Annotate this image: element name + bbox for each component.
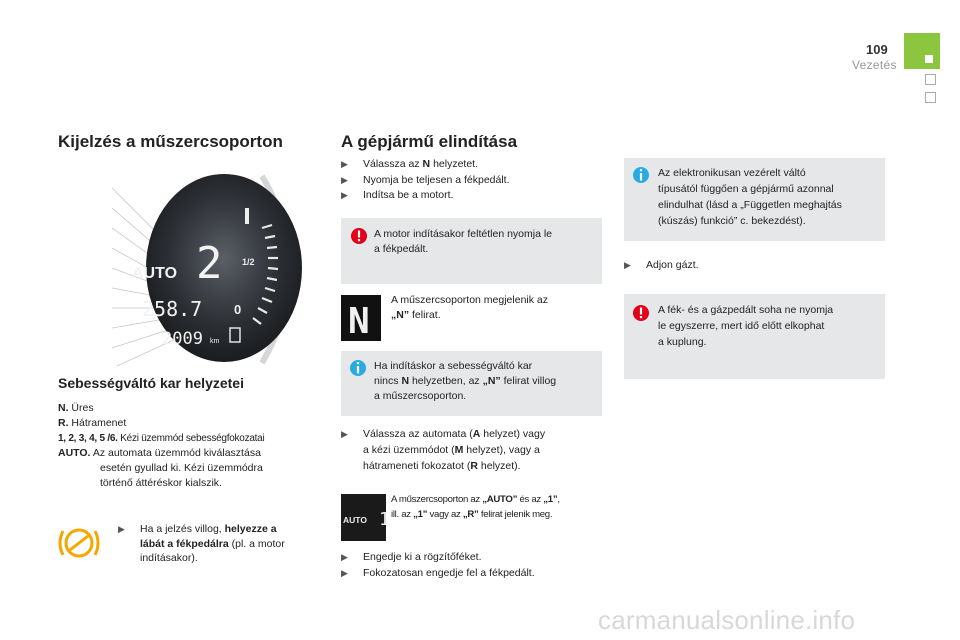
gear-auto-cont2: történő áttéréskor kialszik. bbox=[100, 477, 222, 489]
n-symbol: N bbox=[348, 301, 370, 342]
section-label: Vezetés bbox=[852, 58, 897, 72]
cluster-auto-label: AUTO bbox=[132, 265, 178, 282]
scale-bottom: 0 bbox=[234, 302, 242, 317]
scale-mid: 1/2 bbox=[242, 257, 255, 267]
warning1-line2: a fékpedált. bbox=[374, 243, 429, 255]
auto-screen-gear: 1 bbox=[379, 509, 390, 530]
watermark: carmanualsonline.info bbox=[598, 605, 856, 635]
warning-icon-2 bbox=[632, 304, 650, 327]
nav-square-2 bbox=[925, 92, 936, 103]
brake-warning-text: ▶ Ha a jelzés villog, helyezze a lábát a fékpedálra (pl. a motor indításakor). bbox=[118, 523, 285, 564]
instrument-cluster-image bbox=[112, 168, 310, 368]
auto-screen-mode: AUTO bbox=[343, 515, 367, 525]
gear-item-r: R. Hátramenet bbox=[58, 417, 127, 429]
warning-box-2: A fék- és a gázpedált soha ne nyomja le egyszerre, mert idő előtt elkophat a kuplung. bbox=[624, 294, 885, 379]
gas-step: ▶ Adjon gázt. bbox=[624, 259, 699, 271]
gear-auto-cont1: esetén gyullad ki. Kézi üzemmódra bbox=[100, 462, 263, 474]
warning1-line1: A motor indításakor feltétlen nyomja le bbox=[374, 228, 553, 240]
page-number: 109 bbox=[866, 42, 888, 57]
auto-caption: A műszercsoporton az „AUTO” és az „1”, ill. az „1” vagy az „R” felirat jelenik meg. bbox=[391, 494, 560, 520]
nav-square-1 bbox=[925, 74, 936, 85]
auto-display-image bbox=[341, 494, 390, 541]
cluster-gear-digit: 2 bbox=[196, 238, 223, 289]
warning-box-1 bbox=[341, 218, 602, 284]
gear-item-n: N. Üres bbox=[58, 402, 94, 414]
gear-list bbox=[58, 401, 320, 491]
instrument-title: Kijelzés a műszercsoporton bbox=[58, 132, 283, 151]
cluster-trip: 258.7 bbox=[142, 297, 203, 321]
start-steps-3: ▶ Engedje ki a rögzítőféket. ▶ Fokozatosan engedje fel a fékpedált. bbox=[341, 551, 535, 579]
gear-item-manual: 1, 2, 3, 4, 5 /6. Kézi üzemmód sebességfokozatai bbox=[58, 433, 265, 444]
cluster-odometer: 2009 bbox=[162, 329, 203, 349]
warning-icon bbox=[350, 227, 368, 250]
brake-warning-icon bbox=[57, 525, 101, 566]
info-icon-2 bbox=[632, 166, 650, 189]
gears-title: Sebességváltó kar helyzetei bbox=[58, 375, 244, 391]
cluster-unit: km bbox=[210, 338, 220, 345]
chapter-tab bbox=[904, 33, 940, 69]
start-steps-2: ▶ Válassza az automata (A helyzet) vagy a kézi üzemmódot (M helyzet), vagy a hátrameneti fokozatot (R helyzet). bbox=[341, 428, 546, 472]
n-caption: A műszercsoporton megjelenik az „N” felirat. bbox=[391, 294, 548, 321]
info-box-2: Az elektronikusan vezérelt váltó típusától függően a gépjármű azonnal elindulhat (lásd a „Független meghajtás (kúszás) funkció” c. bekezdést). bbox=[624, 158, 885, 241]
info-icon bbox=[349, 359, 367, 382]
start-steps-1: ▶ Válassza az N helyzetet. ▶ Nyomja be teljesen a fékpedált. ▶ Indítsa be a motort. bbox=[341, 158, 510, 201]
info-box-1: Ha indításkor a sebességváltó kar nincs N helyzetben, az „N” felirat villog a műszercsoporton. bbox=[341, 351, 602, 416]
start-title: A gépjármű elindítása bbox=[341, 132, 518, 151]
n-display-image bbox=[341, 295, 381, 341]
tab-marker bbox=[925, 55, 933, 63]
gear-item-auto: AUTO. Az automata üzemmód kiválasztása bbox=[58, 447, 261, 459]
